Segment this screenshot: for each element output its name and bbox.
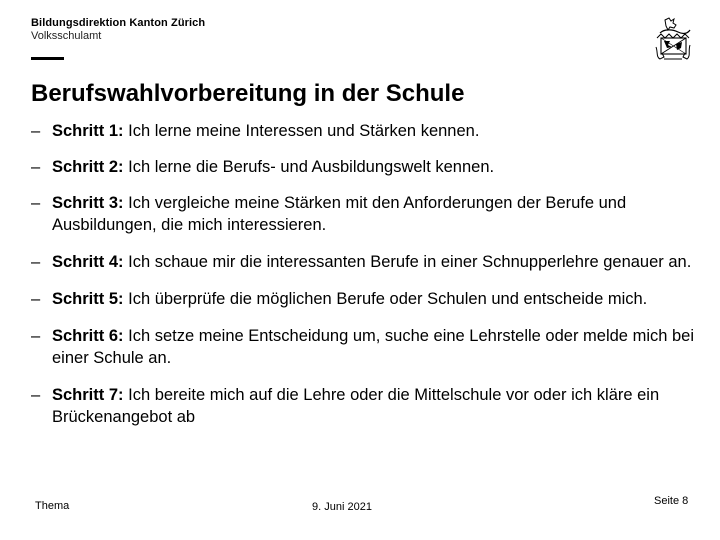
list-item <box>31 251 701 273</box>
list-item <box>31 384 701 428</box>
bullet-dash: – <box>31 122 41 140</box>
footer-page-number: Seite 8 <box>654 495 689 507</box>
footer-date: 9. Juni 2021 <box>312 501 372 513</box>
bullet-dash: – <box>31 327 41 345</box>
accent-bar <box>31 57 64 60</box>
list-item <box>31 192 701 236</box>
step-text: Ich überprüfe die möglichen Berufe oder Schulen und entscheide mich. <box>128 290 648 308</box>
bullet-dash: – <box>31 253 41 271</box>
step-text: Ich schaue mir die interessanten Berufe in einer Schnupperlehre genauer an. <box>128 253 692 271</box>
bullet-dash: – <box>31 194 41 212</box>
step-label: Schritt 3: <box>52 194 124 212</box>
step-label: Schritt 4: <box>52 253 124 271</box>
step-label: Schritt 1: <box>52 122 124 140</box>
bullet-dash: – <box>31 158 41 176</box>
list-item <box>31 156 701 178</box>
step-text: Ich lerne die Berufs- und Ausbildungswelt kennen. <box>128 158 495 176</box>
step-label: Schritt 7: <box>52 386 124 404</box>
step-text: Ich lerne meine Interessen und Stärken kennen. <box>128 122 480 140</box>
list-item <box>31 120 701 142</box>
step-label: Schritt 6: <box>52 327 124 345</box>
bullet-dash: – <box>31 290 41 308</box>
org-unit: Volksschulamt <box>31 30 102 42</box>
zurich-lion-crest-icon <box>652 17 694 62</box>
footer-topic: Thema <box>35 500 70 512</box>
step-text: Ich vergleiche meine Stärken mit den Anforderungen der Berufe und Ausbildungen, die mich interessieren. <box>52 194 627 234</box>
step-text: Ich setze meine Entscheidung um, suche eine Lehrstelle oder melde mich bei einer Schule an. <box>52 327 695 367</box>
org-header <box>31 17 205 43</box>
step-label: Schritt 5: <box>52 290 124 308</box>
list-item <box>31 288 701 310</box>
list-item <box>31 325 701 369</box>
bullet-dash: – <box>31 386 41 404</box>
step-text: Ich bereite mich auf die Lehre oder die Mittelschule vor oder ich kläre ein Brückenangebot ab <box>52 386 660 426</box>
page-title: Berufswahlvorbereitung in der Schule <box>31 80 465 107</box>
step-list <box>31 120 701 443</box>
step-label: Schritt 2: <box>52 158 124 176</box>
org-name: Bildungsdirektion Kanton Zürich <box>31 17 206 29</box>
